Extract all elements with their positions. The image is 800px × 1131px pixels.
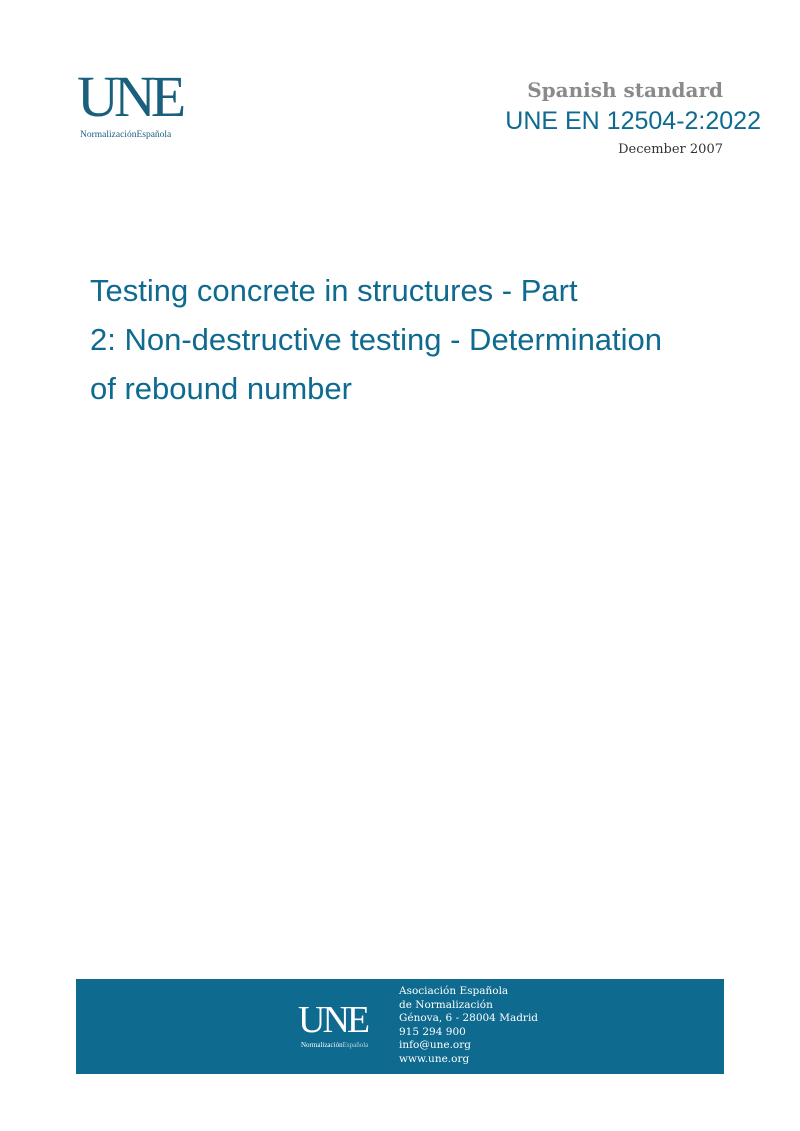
une-logo-tagline: [80, 130, 171, 140]
title-line: 2: Non-destructive testing - Determination: [90, 322, 663, 357]
document-title: [90, 266, 730, 413]
title-line: Testing concrete in structures - Part: [90, 273, 578, 308]
footer-band: [76, 979, 724, 1074]
une-footer-logo-tagline-part2: Española: [342, 1041, 369, 1049]
une-logo: [77, 64, 197, 148]
une-logo-tagline-part1: Normalización: [80, 130, 137, 140]
standard-type: Spanish standard: [527, 78, 723, 102]
une-footer-logo-tagline-part1: Normalización: [301, 1041, 343, 1049]
une-footer-logo-tagline: [301, 1041, 368, 1049]
une-footer-logo-mark: UNE: [298, 999, 368, 1041]
contact-address: Génova, 6 - 28004 Madrid: [399, 1012, 539, 1025]
contact-email-link[interactable]: info@une.org: [399, 1039, 471, 1052]
footer-contact: [399, 985, 538, 1067]
contact-website-link[interactable]: www.une.org: [399, 1052, 470, 1065]
contact-phone: 915 294 900: [399, 1025, 466, 1038]
standard-date: December 2007: [618, 142, 723, 157]
contact-organization-line-2: de Normalización: [399, 998, 493, 1011]
une-logo-mark: UNE: [77, 64, 182, 129]
title-line: of rebound number: [90, 371, 352, 406]
une-footer-logo: [298, 1001, 388, 1051]
standard-code: UNE EN 12504-2:2022: [505, 107, 761, 135]
contact-organization-line-1: Asociación Española: [399, 985, 509, 997]
une-logo-tagline-part2: Española: [136, 130, 172, 140]
